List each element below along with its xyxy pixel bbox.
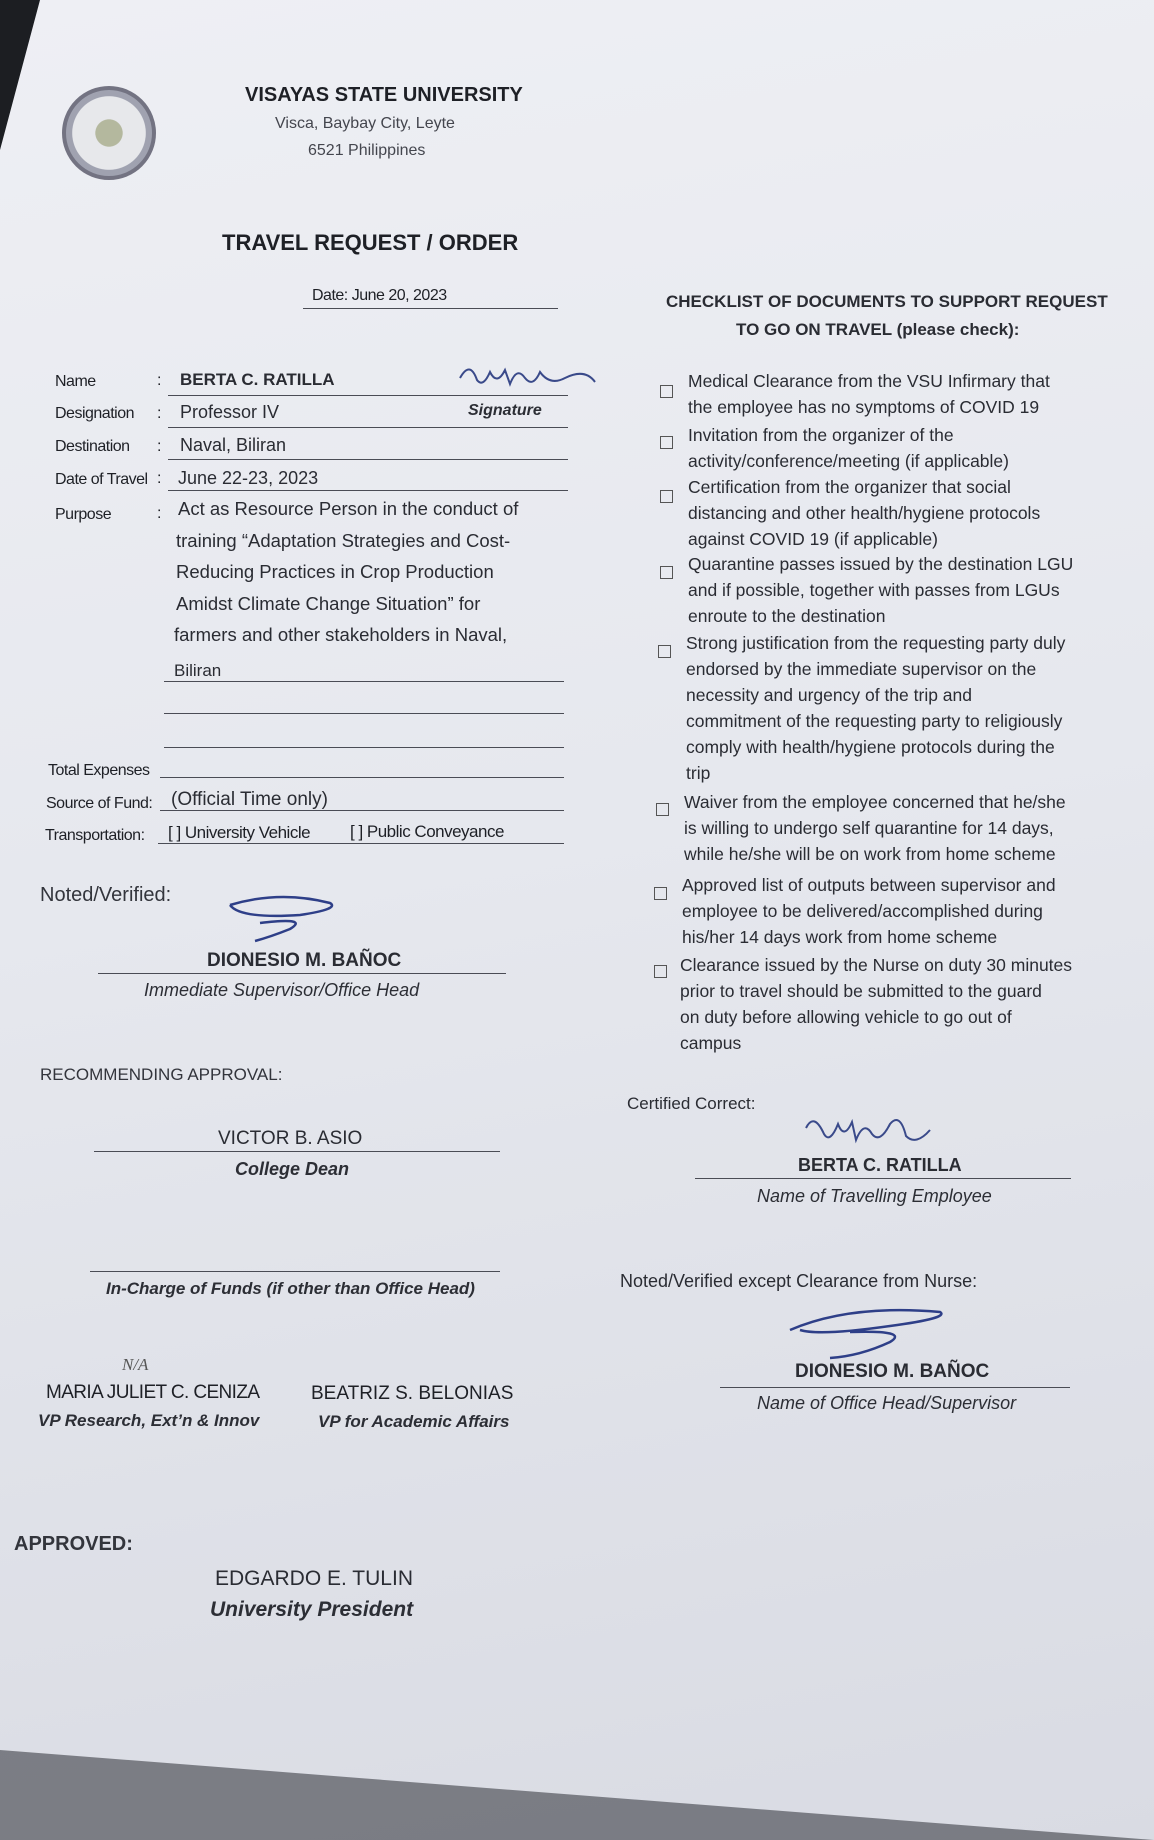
address-line-2: 6521 Philippines [308,142,426,159]
supervisor-underline [98,973,506,974]
checklist-item: Quarantine passes issued by the destination LGU and if possible, together with passes from LGUs enroute to the destination [688,554,1074,626]
purpose-line: Reducing Practices in Crop Production [176,561,494,582]
checkbox[interactable] [660,385,673,398]
name-value: BERTA C. RATILLA [180,370,335,389]
dean-role: College Dean [235,1159,350,1179]
university-name: VISAYAS STATE UNIVERSITY [245,84,523,106]
colon: : [157,438,161,455]
dean-name: VICTOR B. ASIO [218,1128,363,1149]
colon: : [157,505,161,522]
designation-label: Designation [55,405,134,422]
checklist-item: Waiver from the employee concerned that he/she is willing to undergo self quarantine for 14 days, while he/she will be on work from home scheme [684,792,1066,864]
office-head-name: DIONESIO M. BAÑOC [795,1361,990,1382]
background-shadow [0,1750,1154,1840]
approved-label: APPROVED: [14,1533,133,1555]
designation-value: Professor IV [180,402,280,422]
supervisor-signature [780,1300,960,1360]
funds-role: In-Charge of Funds (if other than Office Head) [106,1279,475,1298]
checklist-item: Clearance issued by the Nurse on duty 30 minutes prior to travel should be submitted to the guard on duty before allowing vehicle to go out of campus [680,955,1073,1053]
destination-value: Naval, Biliran [180,435,287,455]
purpose-label: Purpose [55,506,112,523]
destination-underline [168,459,568,460]
designation-underline [168,427,568,428]
background-shadow [0,0,40,150]
date-of-travel-underline [168,490,568,491]
office-head-role: Name of Office Head/Supervisor [757,1393,1017,1413]
checklist-title: TO GO ON TRAVEL (please check): [736,320,1020,339]
dean-underline [94,1151,500,1152]
supervisor-role: Immediate Supervisor/Office Head [144,980,420,1000]
purpose-underline [164,713,564,714]
purpose-line: Act as Resource Person in the conduct of [178,498,519,519]
president-name: EDGARDO E. TULIN [215,1567,413,1590]
signature-label: Signature [468,402,542,419]
transportation-label: Transportation: [45,827,145,844]
na-mark: N/A [122,1355,149,1374]
destination-label: Destination [55,438,130,455]
address-line-1: Visca, Baybay City, Leyte [275,115,455,132]
checkbox[interactable] [656,803,669,816]
noted-label: Noted/Verified: [40,884,172,906]
certified-role: Name of Travelling Employee [757,1186,992,1206]
checkbox[interactable] [660,566,673,579]
name-label: Name [55,373,96,390]
noted-except-label: Noted/Verified except Clearance from Nurse: [620,1271,978,1291]
vp-academic-role: VP for Academic Affairs [318,1412,510,1431]
certified-name: BERTA C. RATILLA [798,1155,962,1175]
checklist-item: Approved list of outputs between supervisor and employee to be delivered/accomplished during his/her 14 days work from home scheme [682,875,1056,947]
checkbox[interactable] [660,436,673,449]
colon: : [157,405,161,422]
transportation-underline [158,843,564,844]
office-head-underline [720,1387,1070,1388]
form-date: Date: June 20, 2023 [312,287,447,304]
transport-option-public-conveyance: [ ] Public Conveyance [350,822,504,841]
certified-underline [695,1178,1071,1179]
certified-label: Certified Correct: [627,1094,756,1113]
recommending-label: RECOMMENDING APPROVAL: [40,1065,283,1084]
checklist-item: Certification from the organizer that social distancing and other health/hygiene protocols against COVID 19 (if applicable) [688,477,1041,549]
supervisor-name: DIONESIO M. BAÑOC [207,950,402,971]
checkbox[interactable] [660,490,673,503]
source-of-fund-underline [160,810,564,811]
purpose-line: Biliran [174,661,222,680]
source-of-fund-label: Source of Fund: [46,795,153,812]
employee-signature [800,1110,940,1160]
supervisor-signature [200,895,360,945]
purpose-line: Amidst Climate Change Situation” for [176,593,481,614]
total-expenses-underline [160,777,564,778]
purpose-underline [164,681,564,682]
purpose-line: farmers and other stakeholders in Naval, [174,624,508,645]
date-of-travel-value: June 22-23, 2023 [178,468,319,488]
source-of-fund-value: (Official Time only) [171,789,328,810]
colon: : [157,372,161,389]
president-role: University President [210,1598,414,1621]
vp-research-role: VP Research, Ext’n & Innov [38,1411,260,1430]
vp-research-name: MARIA JULIET C. CENIZA [46,1382,260,1403]
university-seal-icon [62,86,156,180]
checklist-item: Medical Clearance from the VSU Infirmary that the employee has no symptoms of COVID 19 [688,371,1050,417]
purpose-underline [164,747,564,748]
colon: : [157,470,161,487]
checkbox[interactable] [658,645,671,658]
funds-underline [90,1271,500,1272]
checkbox[interactable] [654,887,667,900]
transport-option-university-vehicle: [ ] University Vehicle [168,823,311,842]
employee-signature [455,358,605,398]
checklist-item: Strong justification from the requesting party duly endorsed by the immediate supervisor on the necessity and urgency of the trip and commitment of the requesting party to religiously comply with health/hygiene protocols during the trip [686,633,1066,783]
checkbox[interactable] [654,965,667,978]
checklist-title: CHECKLIST OF DOCUMENTS TO SUPPORT REQUEST [666,292,1108,311]
checklist-item: Invitation from the organizer of the activity/conference/meeting (if applicable) [688,425,1009,471]
date-underline [303,308,558,309]
total-expenses-label: Total Expenses [48,762,150,779]
vp-academic-name: BEATRIZ S. BELONIAS [311,1383,514,1404]
date-of-travel-label: Date of Travel [55,471,148,488]
page-title: TRAVEL REQUEST / ORDER [222,230,519,255]
purpose-line: training “Adaptation Strategies and Cost- [176,530,511,551]
